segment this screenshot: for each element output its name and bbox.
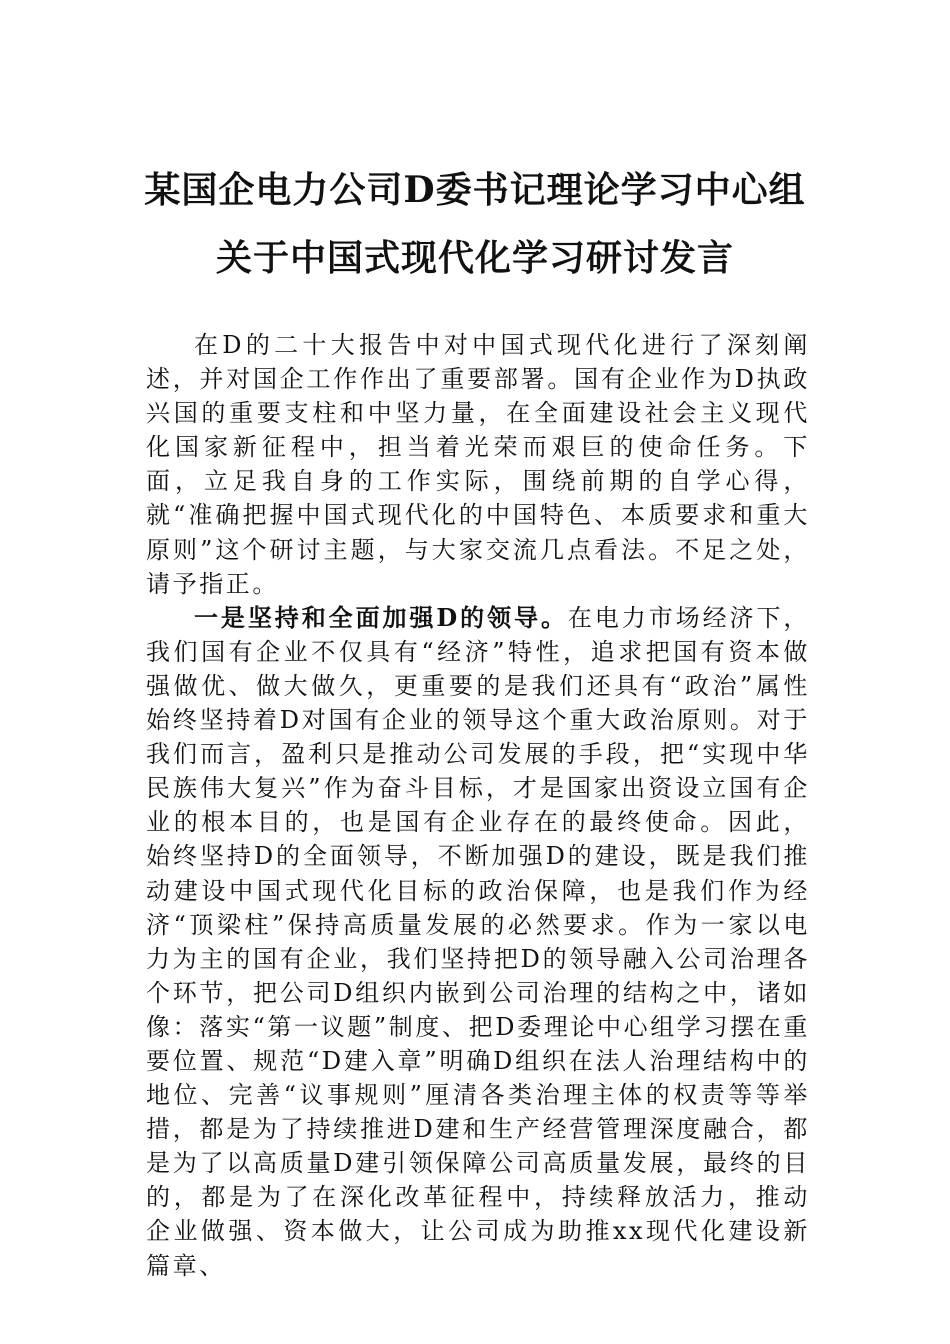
document-title-line-1: 某国企电力公司D委书记理论学习中心组: [144, 169, 806, 211]
document-body: [146, 328, 810, 1283]
paragraph-intro: [146, 328, 810, 601]
paragraph-text: 在电力市场经济下，我们国有企业不仅具有“经济”特性，追求把国有资本做强做优、做大做久，更重要的是我们还具有“政治”属性始终坚持着D对国有企业的领导这个重大政治原则。对于我们而言，盈利只是推动公司发展的手段，把“实现中华民族伟大复兴”作为奋斗目标，才是国家出资设立国有企业的根本目的，也是国有企业存在的最终使命。因此，始终坚持D的全面领导，不断加强D的建设，既是我们推动建设中国式现代化目标的政治保障，也是我们作为经济“顶梁柱”保持高质量发展的必然要求。作为一家以电力为主的国有企业，我们坚持把D的领导融入公司治理各个环节，把公司D组织内嵌到公司治理的结构之中，诸如像：落实“第一议题”制度、把D委理论中心组学习摆在重要位置、规范“D建入章”明确D组织在法人治理结构中的地位、完善“议事规则”厘清各类治理主体的权责等等举措，都是为了持续推进D建和生产经营管理深度融合，都是为了以高质量D建引领保障公司高质量发展，最终的目的，都是为了在深化改革征程中，持续释放活力，推动企业做强、资本做大，让公司成为助推xx现代化建设新篇章、: [146, 603, 810, 1280]
paragraph-lead-heading: 一是坚持和全面加强D的领导。: [194, 602, 568, 632]
paragraph-point-one: [146, 601, 810, 1283]
paragraph-text: 在D的二十大报告中对中国式现代化进行了深刻阐述，并对国企工作作出了重要部署。国有企业作为D执政兴国的重要支柱和中坚力量，在全面建设社会主义现代化国家新征程中，担当着光荣而艰巨的使命任务。下面，立足我自身的工作实际，围绕前期的自学心得，就“准确把握中国式现代化的中国特色、本质要求和重大原则”这个研讨主题，与大家交流几点看法。不足之处，请予指正。: [146, 331, 810, 598]
document-title-line-2: 关于中国式现代化学习研讨发言: [215, 237, 734, 279]
